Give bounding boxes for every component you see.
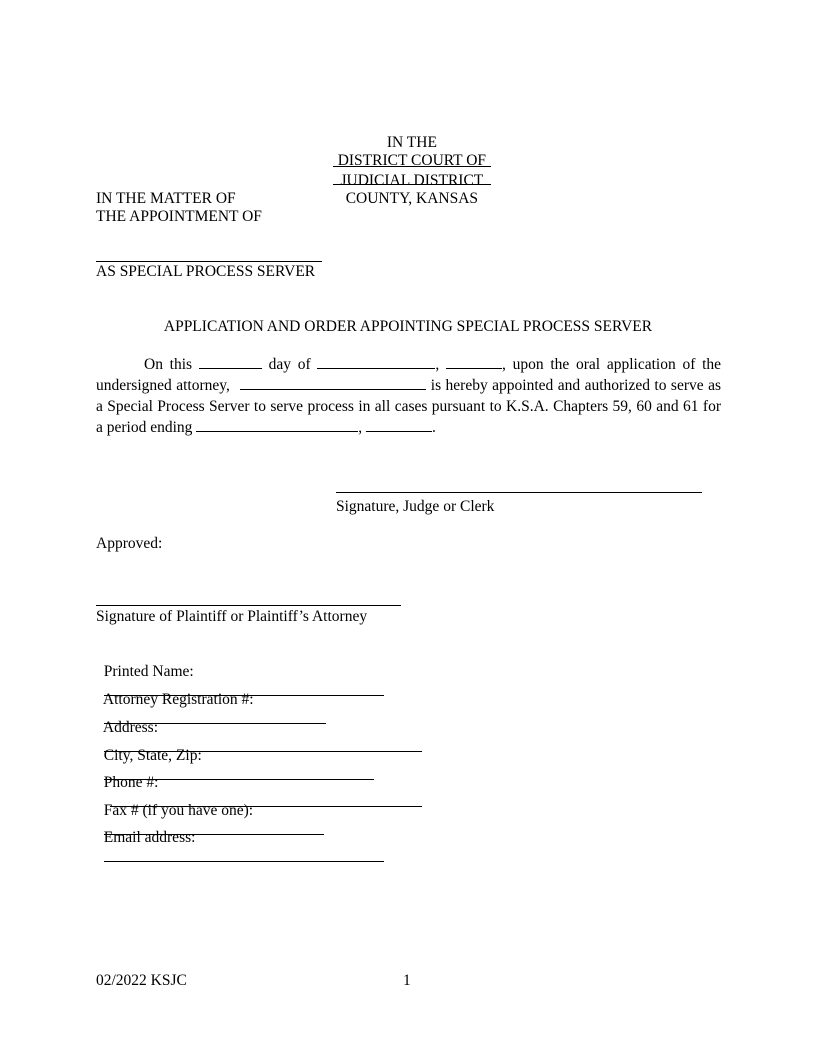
caption-court-suffix: COUNTY, KANSAS <box>345 190 479 207</box>
email-field <box>96 811 384 867</box>
matter-line-2: THE APPOINTMENT OF <box>96 208 262 225</box>
body-upon-application: , upon the oral application of the undersigned attorney, <box>96 356 722 394</box>
process-server-name-blank[interactable] <box>240 375 426 390</box>
plaintiff-signature-line[interactable] <box>96 605 401 606</box>
county-blank[interactable] <box>333 170 491 185</box>
body-on-this: On this <box>144 356 193 373</box>
city-state-zip-label: City, State, Zip: <box>103 747 202 764</box>
caption-judicial-suffix: JUDICIAL DISTRICT <box>340 172 484 189</box>
approved-label: Approved: <box>96 535 163 552</box>
body-appointed: is hereby appointed and authorized to serve as a Special Process Server to serve process in all cases pursuant to K.S.A. Chapters 59, 60 and 61 for a period ending <box>96 377 721 436</box>
attorney-registration-label: Attorney Registration #: <box>102 691 254 708</box>
matter-line-1: IN THE MATTER OF <box>96 190 236 207</box>
address-label: Address: <box>102 719 159 736</box>
year-blank[interactable] <box>446 354 502 369</box>
caption-judicial-prefix: IN THE <box>386 134 437 151</box>
day-blank[interactable] <box>199 354 262 369</box>
caption-court-prefix: DISTRICT COURT OF <box>337 152 487 169</box>
matter-line-3: AS SPECIAL PROCESS SERVER <box>96 263 316 280</box>
month-blank[interactable] <box>317 354 435 369</box>
plaintiff-signature-label: Signature of Plaintiff or Plaintiff’s Attorney <box>96 608 368 625</box>
footer-form-id: 02/2022 KSJC <box>96 972 187 989</box>
document-title: APPLICATION AND ORDER APPOINTING SPECIAL PROCESS SERVER <box>163 318 653 335</box>
email-blank[interactable] <box>104 847 384 862</box>
end-date-blank[interactable] <box>196 417 358 432</box>
email-label: Email address: <box>103 829 196 846</box>
body-day-of: day of <box>268 356 311 373</box>
order-paragraph <box>96 354 721 438</box>
fax-label: Fax # (if you have one): <box>103 802 254 819</box>
judge-signature-label: Signature, Judge or Clerk <box>336 498 495 515</box>
printed-name-label: Printed Name: <box>103 663 194 680</box>
end-year-blank[interactable] <box>366 417 432 432</box>
appointee-name-blank[interactable] <box>96 261 322 262</box>
phone-label: Phone #: <box>103 774 159 791</box>
body-period: . <box>432 419 436 436</box>
body-comma-1: , <box>435 356 440 373</box>
page-number: 1 <box>403 972 411 989</box>
judge-signature-line[interactable] <box>336 492 702 493</box>
body-comma-2: , <box>358 419 363 436</box>
